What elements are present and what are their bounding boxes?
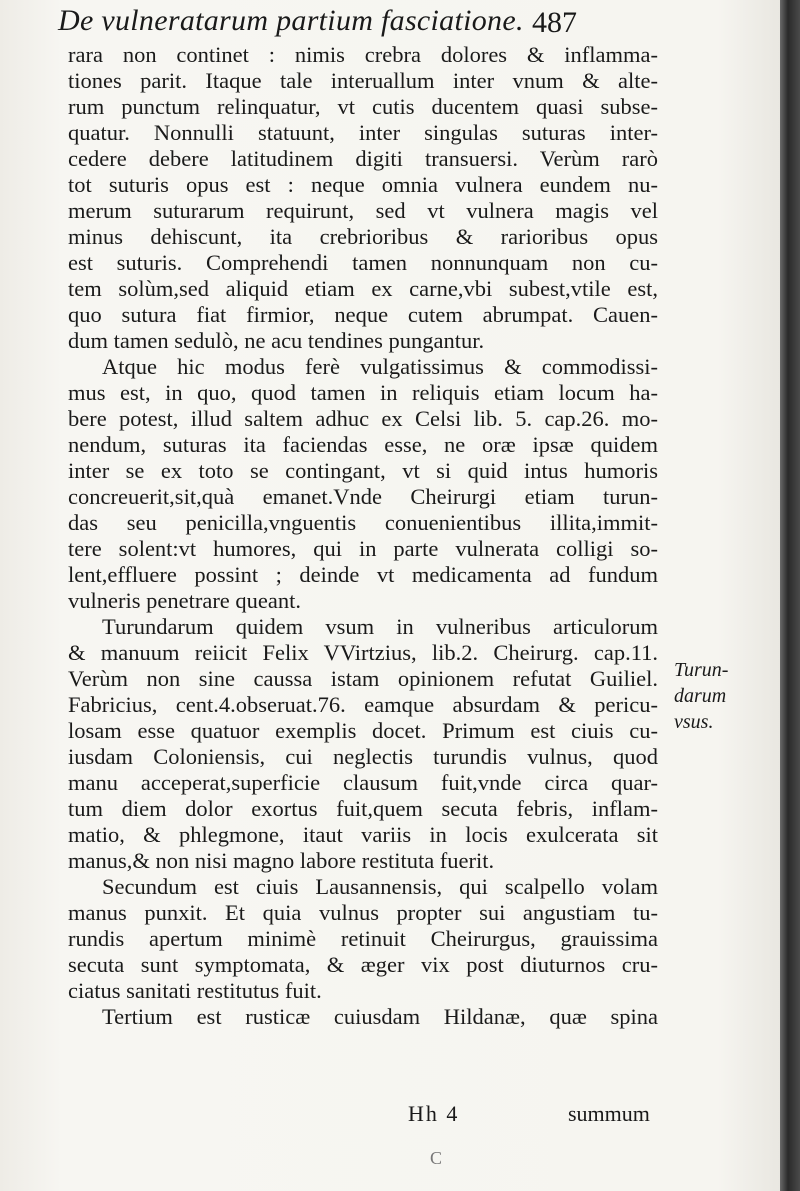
text-line: Atque hic modus ferè vulgatissimus & commodissi- (102, 354, 658, 379)
text-line: mus est, in quo, quod tamen in reliquis etiam locum ha- (68, 380, 658, 405)
text-line: tot suturis opus est : neque omnia vulnera eundem nu- (68, 172, 658, 197)
page-edge-shadow (780, 0, 800, 1191)
text-line: lent,effluere possint ; deinde vt medicamenta ad fundum (68, 562, 658, 587)
text-line: manu acceperat,superficie clausum fuit,vnde circa quar- (68, 770, 658, 795)
catchword: summum (568, 1101, 650, 1126)
running-title: De vulneratarum partium fasciatione. (58, 4, 524, 37)
text-line: est suturis. Comprehendi tamen nonnunquam non cu- (68, 250, 658, 275)
text-line: secuta sunt symptomata, & æger vix post diuturnos cru- (68, 952, 658, 977)
text-line: quo sutura fiat firmior, neque cutem abrumpat. Cauen- (68, 302, 658, 327)
text-line: manus punxit. Et quia vulnus propter sui angustiam tu- (68, 900, 658, 925)
text-line: tiones parit. Itaque tale interuallum inter vnum & alte- (68, 68, 658, 93)
text-line: vulneris penetrare queant. (68, 588, 302, 613)
text-line: bere potest, illud saltem adhuc ex Celsi lib. 5. cap.26. mo- (68, 406, 658, 431)
text-line: Turundarum quidem vsum in vulneribus articulorum (102, 614, 658, 639)
text-line: Tertium est rusticæ cuiusdam Hildanæ, quæ spina (102, 1004, 658, 1029)
text-line: manus,& non nisi magno labore restituta fuerit. (68, 848, 495, 873)
text-line: matio, & phlegmone, itaut variis in locis exulcerata sit (68, 822, 658, 847)
text-line: losam esse quatuor exemplis docet. Primum est ciuis cu- (68, 718, 658, 743)
text-line: tum diem dolor exortus fuit,quem secuta febris, inflam- (68, 796, 658, 821)
text-line: iusdam Coloniensis, cui neglectis turundis vulnus, quod (68, 744, 658, 769)
text-line: rara non continet : nimis crebra dolores & inflamma- (68, 42, 658, 67)
marginal-note-line: Turun- (674, 659, 729, 681)
text-line: cedere debere latitudinem digiti transuersi. Verùm rarò (68, 146, 658, 171)
text-line: tere solent:vt humores, qui in parte vulnerata colligi so- (68, 536, 658, 561)
text-line: inter se ex toto se contingant, vt si quid intus humoris (68, 458, 658, 483)
text-line: rum punctum relinquatur, vt cutis ducentem quasi subse- (68, 94, 658, 119)
text-line: tem solùm,sed aliquid etiam ex carne,vbi subest,vtile est, (68, 276, 658, 301)
text-line: Secundum est ciuis Lausannensis, qui scalpello volam (102, 874, 658, 899)
body-text (68, 42, 658, 1030)
text-line: nendum, suturas ita faciendas esse, ne oræ ipsæ quidem (68, 432, 658, 457)
text-line: Fabricius, cent.4.obseruat.76. eamque absurdam & pericu- (68, 692, 658, 717)
text-line: merum suturarum requirunt, sed vt vulnera magis vel (68, 198, 658, 223)
text-line: rundis apertum minimè retinuit Cheirurgus, grauissima (68, 926, 658, 951)
text-line: ciatus sanitati restitutus fuit. (68, 978, 322, 1003)
bottom-mark: C (430, 1148, 443, 1168)
marginal-note (674, 657, 774, 735)
text-line: & manuum reiicit Felix VVirtzius, lib.2. Cheirurg. cap.11. (68, 640, 658, 665)
signature-mark: Hh 4 (408, 1101, 460, 1126)
text-line: Verùm non sine caussa istam opinionem refutat Guiliel. (68, 666, 658, 691)
page-number: 487 (532, 6, 577, 39)
marginal-note-line: vsus. (674, 711, 714, 733)
marginal-note-line: darum (674, 685, 727, 707)
text-line: minus dehiscunt, ita crebrioribus & rarioribus opus (68, 224, 658, 249)
text-line: dum tamen sedulò, ne acu tendines pungantur. (68, 328, 485, 353)
text-line: concreuerit,sit,quà emanet.Vnde Cheirurgi etiam turun- (68, 484, 658, 509)
text-line: quatur. Nonnulli statuunt, inter singulas suturas inter- (68, 120, 658, 145)
text-line: das seu penicilla,vnguentis conuenientibus illita,immit- (68, 510, 658, 535)
